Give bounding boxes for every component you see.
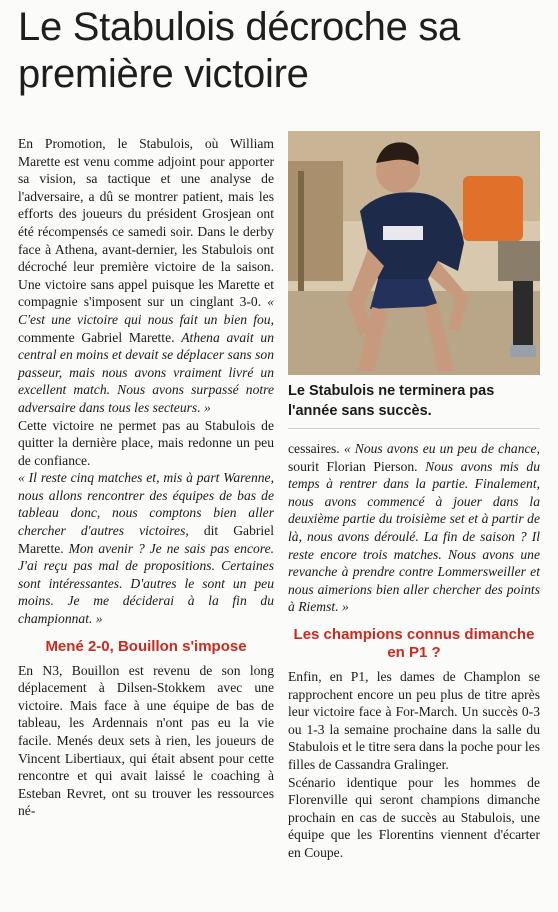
quote-text: « C'est une victoire qui nous fait un bien fou, [18,294,274,327]
quote-text: « Nous avons eu un peu de chance, [343,441,540,456]
paragraph-standing: Cette victoire ne permet pas au Stabulois de quitter la dernière place, mais redonne un peu de confiance. [18,417,274,468]
quote-text: Athena avait un central en moins et devait se déplacer sans son passeur, mais nous avons vraiment livré un excellent match. Nous avons surpassé notre adversaire dans tous les secteurs. » [18,329,274,415]
paragraph-outlook [18,469,274,627]
paragraph-champlon: Enfin, en P1, les dames de Champlon se rapprochent encore un peu plus de titre après leur victoire face à For-March. Un succès 0-3 ou 1-3 la semaine prochaine dans la salle du Stabulois et le titre sera dans la poche pour les filles de Cassandra Gralinger. [288,668,540,772]
paragraph-text: En Promotion, le Stabulois, où William Marette est venu comme adjoint pour apporter sa vision, sa tactique et une analyse de l'adversaire, a dû se montrer patient, mais les efforts des joueurs du président Grosjean ont été récompensés ce samedi soir. Dans le derby face à Athena, avant-dernier, les Stabulois ont décroché leur première victoire de la saison. Une victoire sans appel puisque les Marette et compagnie s'imposent sur un cinglant 3-0. [18,136,274,310]
paragraph-bouillon: En N3, Bouillon est revenu de son long déplacement à Dilsen-Stokkem avec une victoire. Mais face à une équipe de bas de tableau, les Ardennais n'ont pas eu la vie facile. Menés deux sets à rien, les joueurs de Vincent Libertiaux, qui était absent pour cette rencontre et qui avait laissé le coaching à Esteban Revret, ont su trouver les ressources né- [18,662,274,819]
subhead-champions: Les champions connus dimanche en P1 ? [293,625,535,661]
paragraph-intro [18,135,274,417]
caption-divider [288,428,540,429]
paragraph-text: cessaires. [288,441,344,456]
volleyball-player-photo [288,131,540,375]
quote-text: « Il reste cinq matches et, mis à part Warenne, nous allons rencontrer des équipes de bas de tableau donc, nous comptons bien aller chercher d'autres victoires, [18,470,274,539]
attribution-text: dit Gabriel Marette. [18,523,274,556]
headline: Le Stabulois décroche sa première victoire [18,5,460,96]
attribution-text: commente Gabriel Marette. [18,329,182,345]
photo-illustration [288,131,540,375]
attribution-text: sourit Florian Pierson. [288,458,426,474]
photo-caption: Le Stabulois ne terminera pas l'année sans succès. [288,383,495,419]
subhead-bouillon: Mené 2-0, Bouillon s'impose [45,637,247,655]
paragraph-pierson [288,440,540,616]
quote-text: Nous avons mis du temps à rentrer dans la partie. Finalement, nous avons commencé à jouer dans la deuxième partie du troisième set et à partir de là, nous avons déroulé. La fin de saison ? Il reste encore trois matches. Nous avons une revanche à prendre contre Lommersweiller et nous aimerions bien aller chercher des points à Riemst. » [288,458,541,615]
article-column-right [288,440,540,861]
quote-text: Mon avenir ? Je ne sais pas encore. J'ai reçu pas mal de propositions. Certaines sont intéressantes. D'autres le sont un peu moins. Je me déciderai à la fin du championnat. » [18,540,274,627]
article-column-left [18,135,274,820]
paragraph-florenville: Scénario identique pour les hommes de Florenville qui seront champions dimanche prochain en cas de succès au Stabulois, une équipe que les Florentins viennent d'écarter en Coupe. [288,774,540,860]
